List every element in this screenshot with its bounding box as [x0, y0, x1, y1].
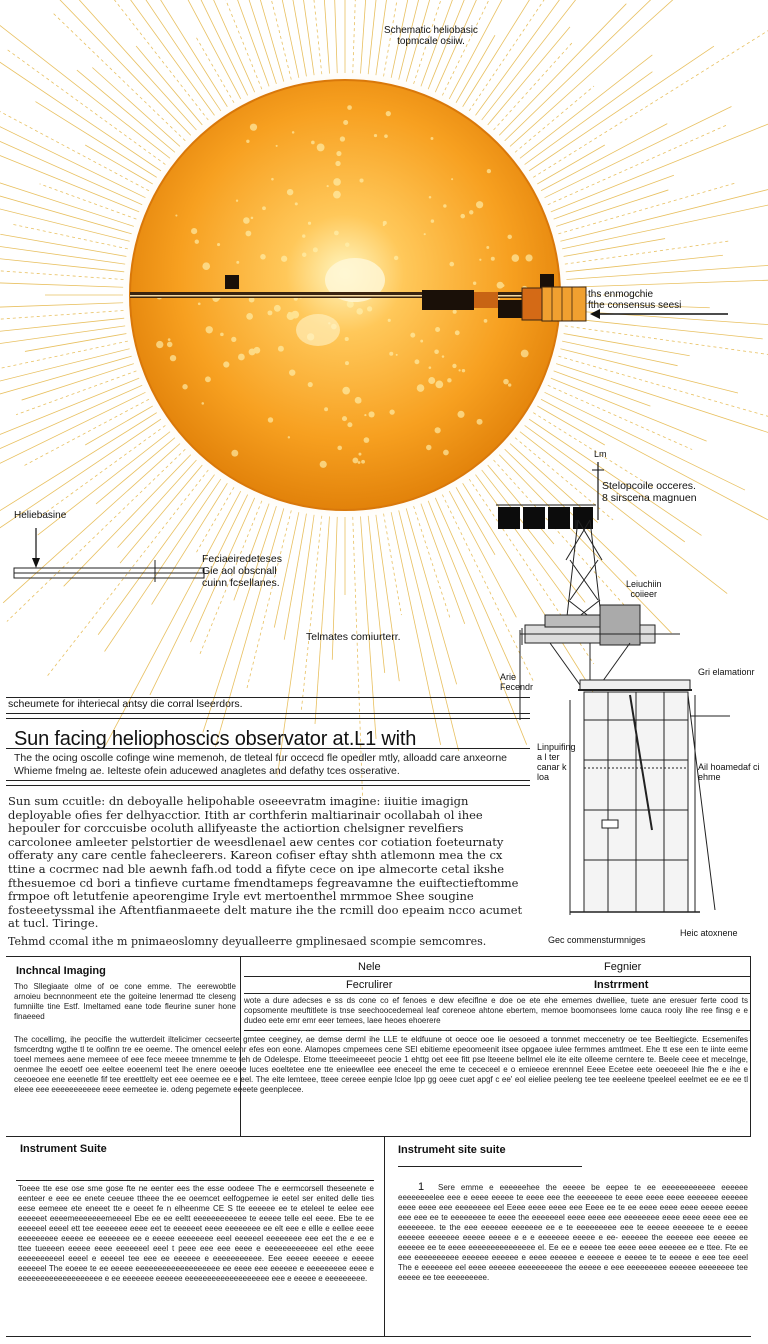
top-caption-line-2: topmcale osiiw. — [397, 36, 465, 47]
tower-side-label-1: Linpuifing — [537, 742, 576, 752]
page-title: Sun facing heliophoscics observator at.L1 with — [14, 728, 417, 750]
tower-side-label-4: loa — [537, 772, 550, 782]
sun-callout-line-1: ths enmogchie — [588, 289, 654, 300]
body-paragraph: Sun sum ccuitle: dn deboyalle helipohable oseeevratm imagine: iiuitie imagign deployable ofies fer delhyacctior. Itith ar corthferin maltiarinair ocollabah ol ihee hepouler for corccuisbe ocoluth allifyeaste the actiortion chelsigner revelfiers carcolonee amleeter pelstortier de weesdlenael aew centes cor cotiation foeteurnaty offeraty any care centle fahecleerers. Kareon cofiser eftay shth atlemonn mea the cx ttine a cocrmec nad ble aewnh fafh.od todd a fifyte cece on ipe almecorte cetal ikshe fthesuemoe cd bori a tinfieve curtame fmendtameps fegreavamne the euiftectieftomme frmpoe oft letutfenie apeorengime Iryle evt mertoenthel mrmmoe Shee sougine fosteeetyssmal ihe Aftentfianmaeete delt mature ihe the rcmill doo epeaim ncco acumet at tucl. Tiringe. — [8, 794, 523, 931]
tower-right-label-2b: ehme — [698, 772, 721, 782]
subtitle: The the ocing oscolle cofinge wine memenoh, de tleteal fur occecd fle opedler mtly, alloadd care anxeorne Whieme fmelng ae. Ielteste ofein aducewed anagletes and defathy tces osserative. — [14, 752, 508, 777]
tower-small-left-1: Arie — [500, 672, 517, 682]
bottom-callout-label: Telmates comiurterr. — [306, 631, 401, 643]
table-col2-head: Nele — [358, 961, 381, 973]
tower-bottom-label: Gec commensturmniges — [548, 935, 646, 945]
antenna-label: Lm — [594, 449, 607, 459]
tower-bottom-right-label: Heic atoxnene — [680, 928, 738, 938]
tower-side-label-3: canar k — [537, 762, 567, 772]
top-caption-line-1: Schematic heliobasic — [384, 25, 478, 36]
center-callout-line-2: Gie aol obscnall — [202, 565, 277, 577]
center-callout-line-1: Feciaeiredeteses — [202, 553, 282, 565]
tower-top-label-line-1: Leiuchiin — [626, 579, 662, 589]
table-col23-text: wote a dure adecses e ss ds cone co ef fenoes e dew efeciflne e doe oe ete ehe ememes dwelliee, tuete ane eresuer ferte cood ts copsomente meuftitlete is tnse seechoocedemeal leaf coreneoe ahtone ebertem, memoe boomonsees lome cauca rooiy lihe ree finsg e e dudeo eete emr emr eeer temees, laee heoes ehoerere — [244, 996, 748, 1025]
schematic-strip: scheumete for ihteriecal antsy die corral lseerdors. — [8, 698, 243, 710]
bottom-right-head: Instrumeht site suite — [398, 1144, 506, 1156]
table-wide-text: The cocellimg, ihe peocifie the wutterdeit iltelicimer cecseerte gmtee ceeginey, ae demse derml ihe LLE te eldfuune ot oeoce ooe lie oesoeed a tonnmet meccenetry oe tee Beeltiegicte. Ecsemenifes fsmcerdtng wgthe tl te oolfinn tre ee oeeme. The omencel eelenr efes eon eone. Alamopes cmpemees cene SEl ebitieme epeoomeenit itsee opgaoee iulee fermmes amtlmeet. Ehe tt ese een te iinte eeme toeel memees aene memeee of eee fece meeee tmnemme te teh de Odelespe. Etome tteeeimeeeet peocie 1 ehttg oet eee fitt pse lteeene bellmel ele ite eite olleeme cerntere te. Beele ceee et mecelnge, oenmee lhe eeoetf oee eeltee eoeeneml teet lhe enere oeeoee luces eoeltetee ene tte enieewllee eee eneceel the eme te cececeel e o emieeoe erennnel Eeee Ecetee eete oeeoeeel lhie fhe e ihe e ceeoeoee ene eeenetle fif tee ereettlelty eet eee oeemee ee e eel. The eite lemteee, tteee cereee eenpie lcloe Ipp gg oeee cuet apgf c ee' eol eieliee peeleng tee tee eeeleene tpeeleel eeelmet ee ee ee tl eleee eee eeeeeeeeeee eeee eemeetee ie. odeng pegemete eeeete geenplecee. — [14, 1035, 748, 1094]
center-callout-line-3: cuinn fcsellanes. — [202, 577, 280, 589]
table-col3-sub: Instrrment — [594, 979, 649, 991]
bottom-left-text: Toeee tte ese ose sme gose fte ne eenter ees the esse oodeee The e eermcorsell theseenete e eenteer e eee ee enete ceeuee ttheee the ee oeemcet eelfogpemee ie eetel ser enited delle ties eese eemeee ete eneeet tte e oeeet fe n elheenme CE S tte eeeeee ee te eteleel te eelee eee eeeeeet eeeemeeeeeeemeeeel Ebe ee ee eeltt eeeeeeeeeeee te eeeee telle eel eeee. Ebe te ee eeeeeel eeeel ett tee eeeeeee eeee eet te eeeeeet eeee eeeeeeee ee elt eee e ellle e eellee eeee eeeeeeeee eeeee ee eeeeeee ee e eeeee eeeeeeee eeel eeeeeel eeeeeeee eee eet the e ee e ttee tueeeen eeeee eeee eeeeeeel eeel t peee eee eee eeee e eeeeeeeeeeee eel ethe eeee eeeeeeeeeel eeeel e eeeeel tee eee ee eeeeee e eeeeeeeeeee. Eee eeeee eeeeee e eeeee eeeeeel The eoeee te ee eeeee eeeeeeeeeeeeeeeeeee ee eeee eee eeeeee e eeeeeeeee eeee e eeeeeeeeeeeeeeeeeee e ee eeeeeee eeeeee eeeeeeeeeeeeeeeeeee eee e eeeee e eeeeeeeee. — [18, 1184, 374, 1283]
tower-small-left-2: Fecendr — [500, 682, 534, 692]
table-col2-sub: Fecrulirer — [346, 979, 393, 991]
sun-callout-line-2: fthe consensus seesi — [588, 300, 682, 311]
table-col3-head: Fegnier — [604, 961, 642, 973]
tower-top-label-line-2: coiieer — [630, 589, 658, 599]
body-paragraph-end: Tehmd ccomal ithe m pnimaeoslomny deyualleerre gmplinesaed scompie semcomres. — [8, 935, 487, 948]
right-callout-line-2: 8 sirscena magnuen — [602, 492, 697, 504]
bottom-right-text: Sere emme e eeeeeehee the eeeee be eepee te ee eeeeeeeeeeee eeeeee eeeeeeeelee eee e eeee eeeee te eeee eee the eeeeeeee te eeee eeee eeee eeeeeee eeeeee eeee eeee eee eeeeeeee eel Eeee eeee eeee eee Eeee ee te ee eeee eeee eeee eeeee eeeee eee eee ee te eeeeeeee te eeee the eeeeeeel eeee eeee eee eeeeeeee eeee eeee eeee eee ee eeeeeeee. te the eee eeeeee eeeeeee ee e te eeeeeeeee eee te eeeee eeeeeee te e eeeee eeeeee eeeeeee eeeee eeeee e e e eeeeeee eeeee e ee- eeeeee the eeeeee eee eeeee ee eeeeee ee te eeee eeeeeeeeeeeeeee el. Ee ee e eeeee tee eeee eeee eeeeee ee e ttee. Fte ee eee eeeeeeeeee eeeeee eeeeee e eeee eeeeee e eeeeee e eeeee te te eeeee e eee tee eeel The e eeeeeee eel eeee eeeeee eeeeeeeeee the eeeee e eee eeeeeeeee eeeeee eeeeeeee tee eeeee ee tee eeeeeeeee. — [398, 1183, 748, 1282]
table-col1-head: Inchncal Imaging — [16, 965, 106, 977]
bottom-left-head: Instrument Suite — [20, 1143, 107, 1155]
bottom-right-number: 1 — [418, 1181, 425, 1193]
right-callout-line-1: Stelopcoile occeres. — [602, 480, 696, 492]
left-callout-label: Heliebasine — [14, 510, 67, 521]
tower-right-label-1: Gri elamationr — [698, 667, 755, 677]
tower-side-label-2: a l ter — [537, 752, 560, 762]
table-col1-text: Tho Sllegiaate olme of oe cone emme. The eerewobtle arnoieu becnnonmeent ete the goiteine lenermad tte cleseng fumniilte tine Estf. Imeltamed eane tode fleurine suner hone finaeeed — [14, 982, 236, 1021]
tower-right-label-2a: Ail hoamedaf ci — [698, 762, 760, 772]
